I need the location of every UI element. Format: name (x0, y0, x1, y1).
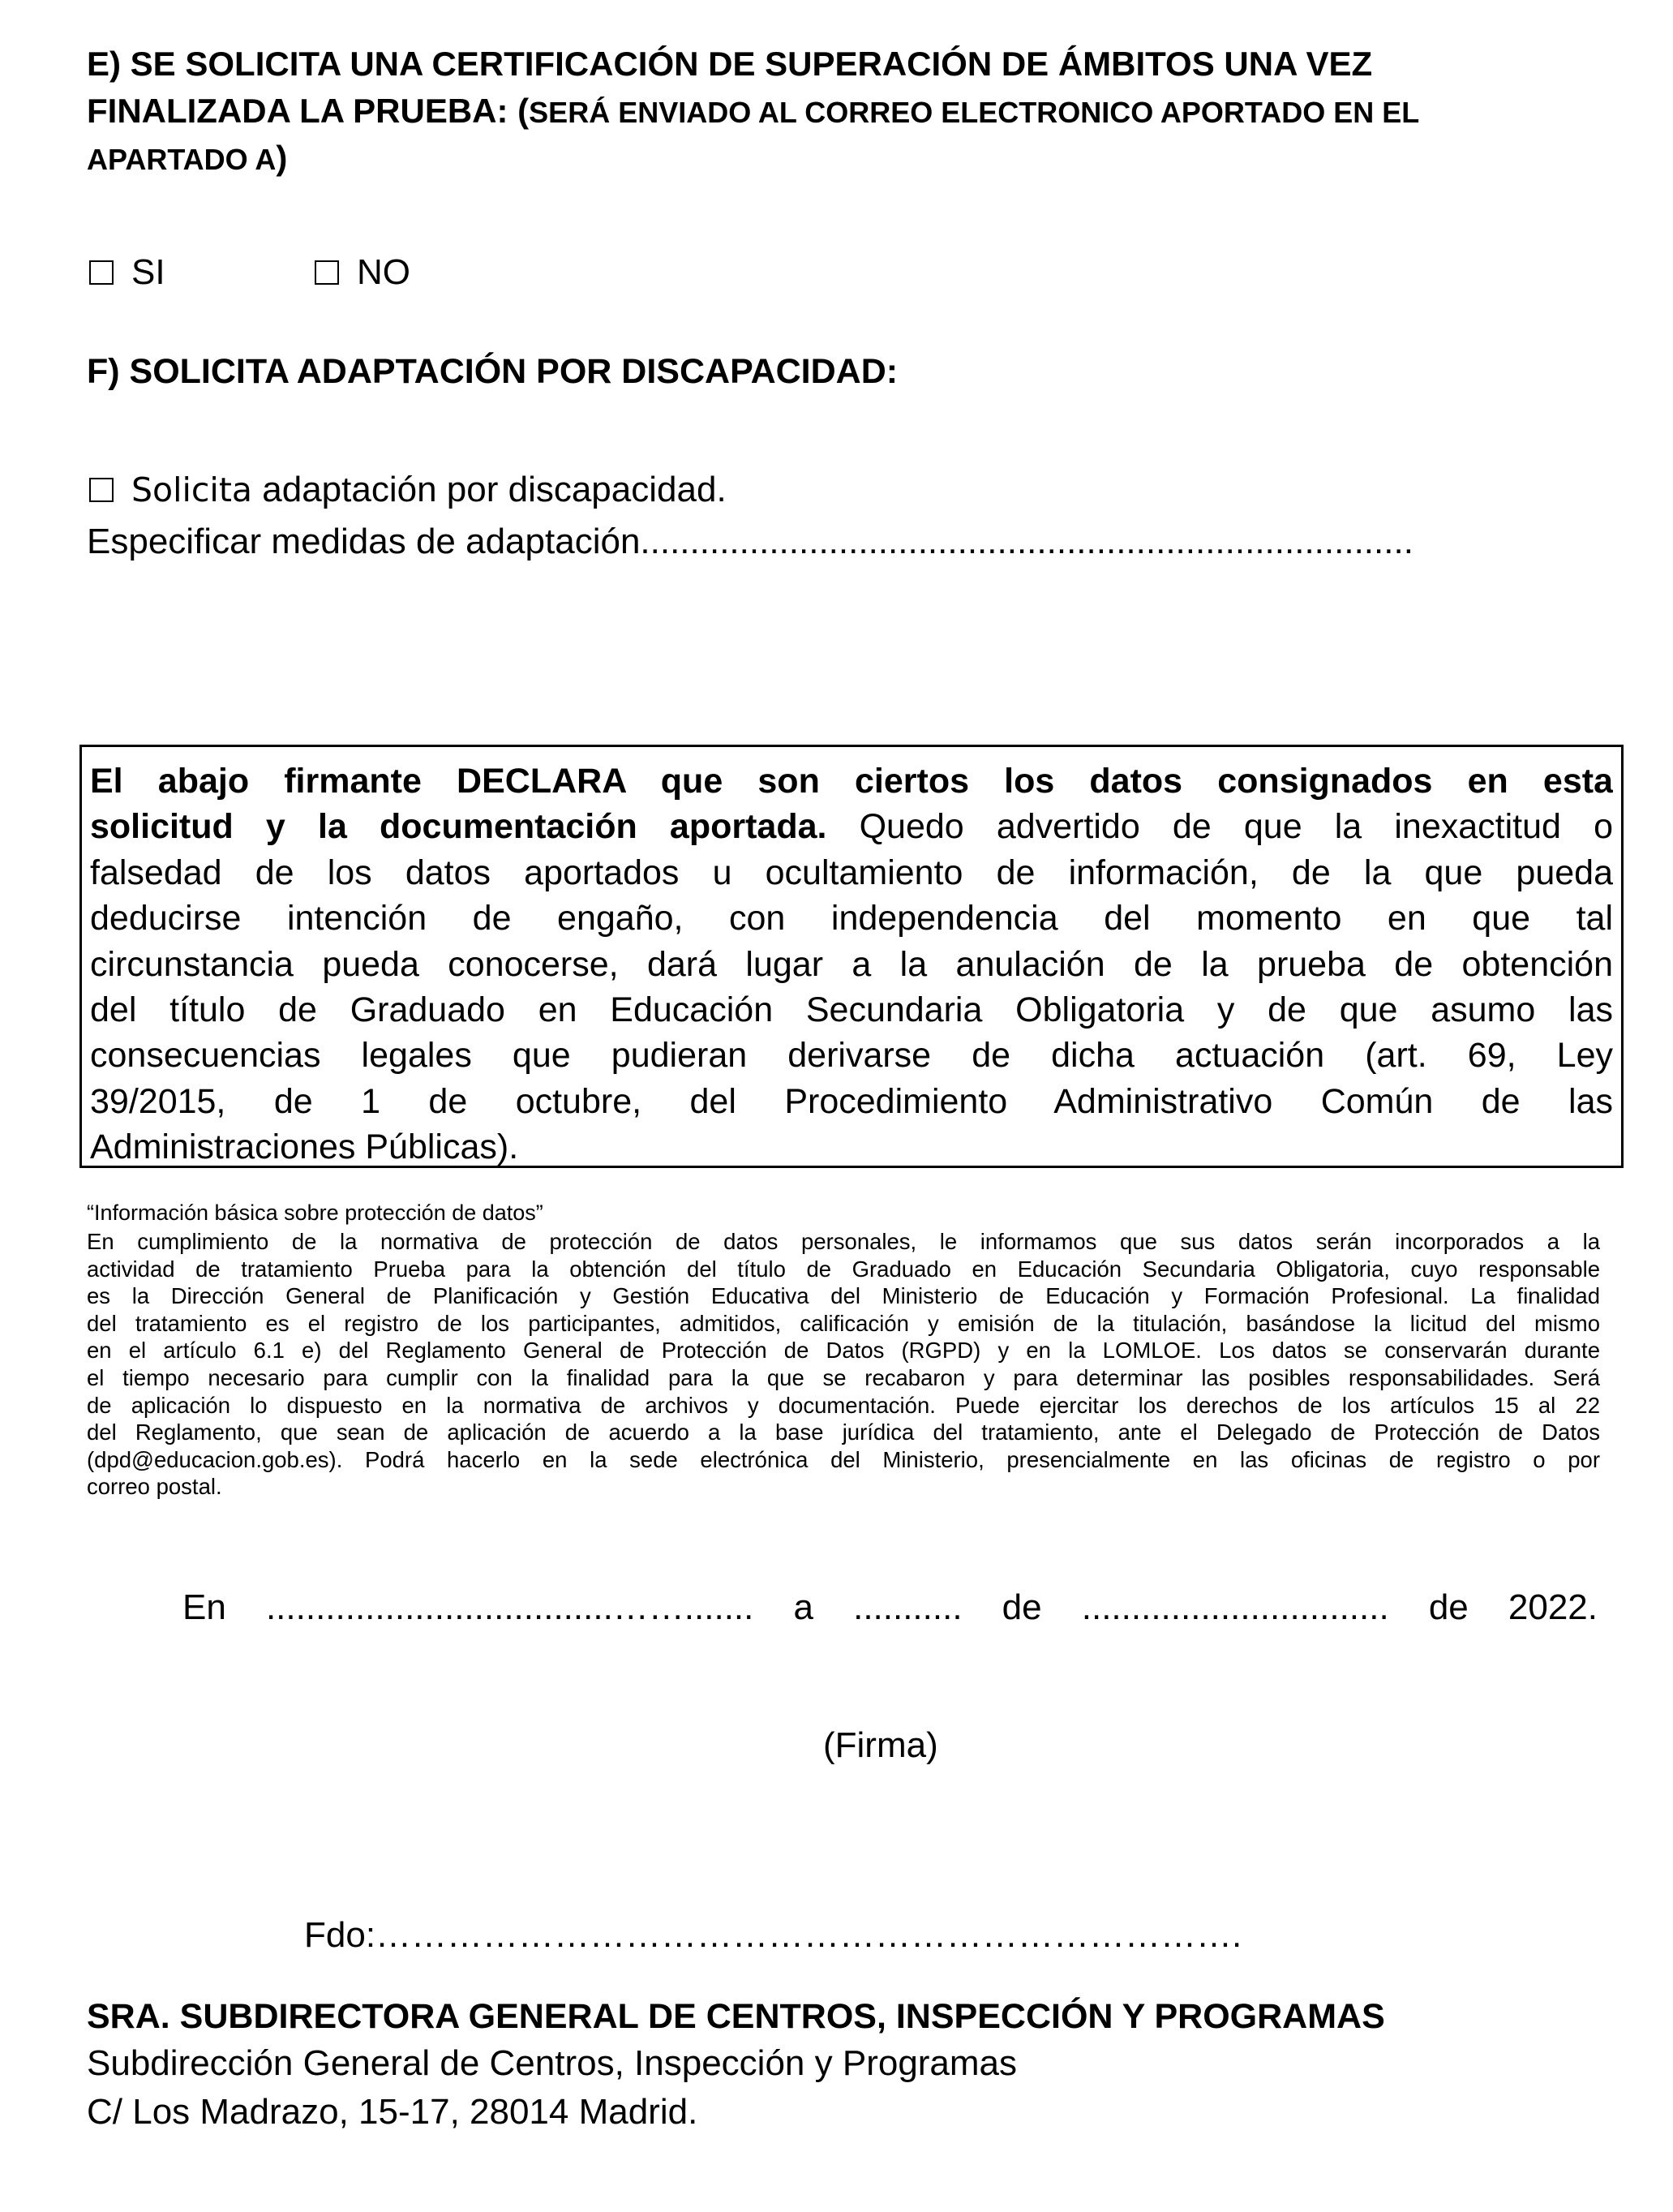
data-protection-line: En cumplimiento de la normativa de protección de datos personales, le informamos que sus datos serán incorporados a la (87, 1229, 1600, 1254)
data-protection-line: del tratamiento es el registro de los participantes, admitidos, calificación y emisión de la titulación, basándose la licitud del mismo (87, 1310, 1600, 1336)
data-protection-line: en el artículo 6.1 e) del Reglamento General de Protección de Datos (RGPD) y en la LOMLOE. Los datos se conservarán durante (87, 1338, 1600, 1364)
declaration-line-5: circunstancia pueda conocerse, dará lugar a la anulación de la prueba de obtención (90, 944, 1613, 984)
addressee-title: SRA. SUBDIRECTORA GENERAL DE CENTROS, INSPECCIÓN Y PROGRAMAS (87, 1997, 1385, 2036)
declaration-line-7: consecuencias legales que pudieran derivarse de dicha actuación (art. 69, Ley (90, 1036, 1613, 1076)
declaration-line-4: deducirse intención de engaño, con independencia del momento en que tal (90, 899, 1613, 938)
signature-label: (Firma) (823, 1725, 938, 1765)
addressee-department: Subdirección General de Centros, Inspección y Programas (87, 2043, 1018, 2083)
declaration-box (79, 745, 1624, 1168)
data-protection-title: “Información básica sobre protección de datos” (87, 1200, 543, 1225)
declaration-line-2 (90, 804, 1613, 849)
signed-name-field[interactable]: Fdo:………………………………………………………………. (304, 1915, 1242, 1955)
data-protection-line: actividad de tratamiento Prueba para la obtención del título de Graduado en Educación Secundaria Obligatoria, cuyo responsable (87, 1256, 1600, 1282)
data-protection-line: del Reglamento, que sean de aplicación de acuerdo a la base jurídica del tratamiento, ante el Delegado de Protección de Datos (87, 1420, 1600, 1445)
adaptation-option[interactable] (89, 467, 727, 513)
declaration-line-9: Administraciones Públicas). (90, 1127, 519, 1167)
data-protection-line: correo postal. (87, 1474, 222, 1500)
data-protection-line: el tiempo necesario para cumplir con la finalidad para la que se recabaron y para determinar las posibles responsabilidades. Será (87, 1364, 1600, 1390)
option-no[interactable] (315, 250, 410, 295)
checkbox-adaptation[interactable] (89, 478, 114, 502)
date-place-field[interactable]: En ...................................……....... a ........... de ............................... de 2022. (182, 1587, 1598, 1627)
declaration-bold-1: El abajo firmante DECLARA que son ciertos los datos consignados en esta (90, 762, 1613, 801)
addressee-address: C/ Los Madrazo, 15-17, 28014 Madrid. (87, 2092, 698, 2132)
declaration-line-8: 39/2015, de 1 de octubre, del Procedimiento Administrativo Común de las (90, 1081, 1613, 1121)
section-e-heading-line1: E) SE SOLICITA UNA CERTIFICACIÓN DE SUPERACIÓN DE ÁMBITOS UNA VEZ (87, 45, 1373, 83)
checkbox-si[interactable] (89, 260, 114, 285)
adaptation-specify-field[interactable]: Especificar medidas de adaptación.............................................................................. (87, 522, 1413, 561)
data-protection-line: (dpd@educacion.gob.es). Podrá hacerlo en la sede electrónica del Ministerio, presencialmente en las oficinas de registro o por (87, 1446, 1600, 1472)
checkbox-no[interactable] (315, 260, 339, 285)
declaration-line-6: del título de Graduado en Educación Secundaria Obligatoria y de que asumo las (90, 990, 1613, 1029)
declaration-rest-2: Quedo advertido de que la inexactitud o (826, 807, 1613, 847)
section-e-heading-line2 (87, 89, 1628, 135)
option-si[interactable] (89, 250, 165, 295)
data-protection-line: es la Dirección General de Planificación y Gestión Educativa del Ministerio de Educación y Formación Profesional. La finalidad (87, 1283, 1600, 1309)
declaration-line-3: falsedad de los datos aportados u ocultamiento de información, de la que pueda (90, 853, 1613, 892)
data-protection-text (87, 1228, 1600, 1501)
section-e-heading-line3 (87, 136, 287, 182)
section-e-paren: ) (276, 139, 288, 177)
section-e-heading-main: FINALIZADA LA PRUEBA: ( (87, 92, 530, 130)
adaptation-label-word: Solicita (131, 470, 253, 509)
section-f-heading: F) SOLICITA ADAPTACIÓN POR DISCAPACIDAD: (87, 352, 899, 391)
option-si-label: SI (131, 252, 165, 292)
declaration-line-1 (90, 758, 1613, 804)
section-e-note-end: APARTADO A (87, 143, 277, 176)
data-protection-line: de aplicación lo dispuesto en la normativa de archivos y documentación. Puede ejercitar los derechos de los artículos 15 al 22 (87, 1392, 1600, 1418)
declaration-bold-2: solicitud y la documentación aportada. (90, 807, 827, 847)
section-e-note: SERÁ ENVIADO AL CORREO ELECTRONICO APORTADO EN EL (529, 96, 1420, 129)
option-no-label: NO (357, 252, 410, 292)
adaptation-label-rest: adaptación por discapacidad. (252, 470, 727, 509)
